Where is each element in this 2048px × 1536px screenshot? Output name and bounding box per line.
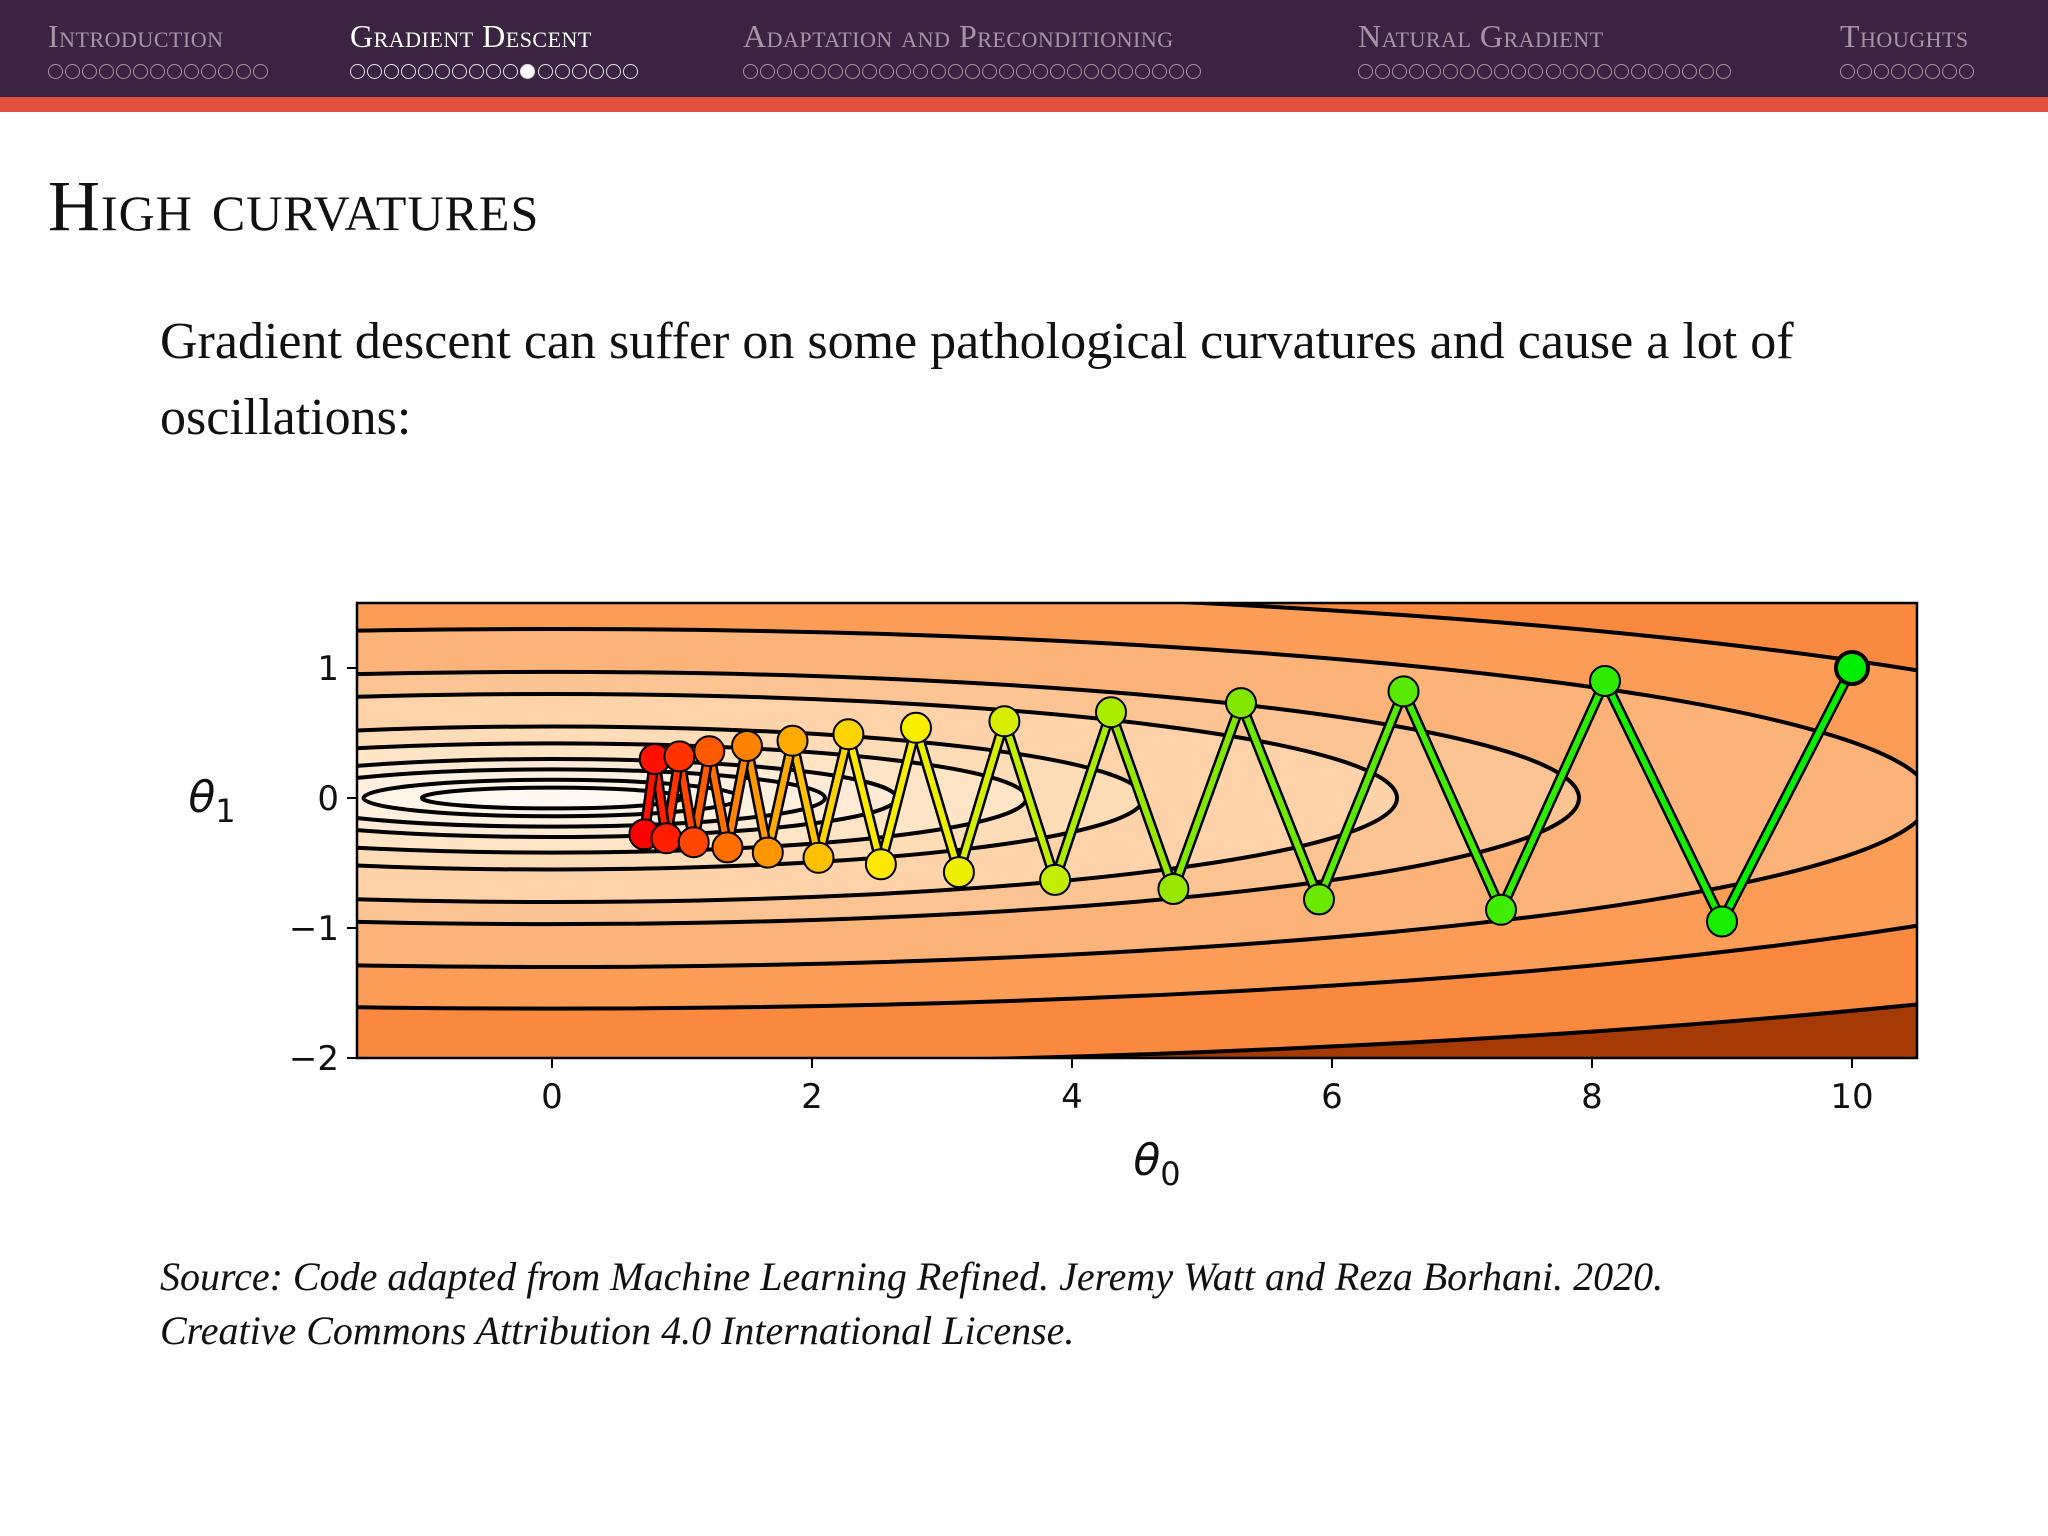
descent-step-point — [804, 843, 834, 873]
nav-section-label[interactable]: Adaptation and Preconditioning — [743, 18, 1174, 54]
nav-slide-dot[interactable] — [520, 64, 535, 79]
descent-step-point — [1590, 666, 1620, 696]
nav-slide-dot[interactable] — [1665, 64, 1680, 79]
descent-step-point — [679, 827, 709, 857]
nav-slide-dot[interactable] — [236, 64, 251, 79]
nav-slide-dot[interactable] — [589, 64, 604, 79]
nav-slide-dot[interactable] — [811, 64, 826, 79]
nav-slide-dot[interactable] — [350, 64, 365, 79]
nav-slide-dot[interactable] — [1477, 64, 1492, 79]
descent-step-point — [753, 838, 783, 868]
nav-slide-dot[interactable] — [401, 64, 416, 79]
nav-slide-dot[interactable] — [1614, 64, 1629, 79]
nav-slide-dot[interactable] — [1942, 64, 1957, 79]
descent-step-point — [1707, 907, 1737, 937]
nav-slide-dot[interactable] — [1874, 64, 1889, 79]
nav-slide-dot[interactable] — [623, 64, 638, 79]
nav-slide-dot[interactable] — [1716, 64, 1731, 79]
nav-slide-dot[interactable] — [486, 64, 501, 79]
y-tick-label: 1 — [317, 649, 339, 689]
nav-section-natural-gradient[interactable] — [1358, 20, 1733, 86]
nav-slide-dot[interactable] — [48, 64, 63, 79]
descent-step-point — [1040, 865, 1070, 895]
nav-slide-dot[interactable] — [1375, 64, 1390, 79]
nav-slide-dot[interactable] — [1426, 64, 1441, 79]
slide-body-text: Gradient descent can suffer on some pathological curvatures and cause a lot of oscillations: — [160, 313, 1794, 446]
nav-slide-dot[interactable] — [1169, 64, 1184, 79]
descent-step-point — [1486, 895, 1516, 925]
nav-slide-dot[interactable] — [828, 64, 843, 79]
nav-section-label[interactable]: Introduction — [48, 18, 224, 54]
descent-step-point — [694, 736, 724, 766]
nav-slide-dot[interactable] — [435, 64, 450, 79]
nav-slide-dot[interactable] — [879, 64, 894, 79]
x-tick-label: 6 — [1321, 1077, 1343, 1117]
nav-slide-dot[interactable] — [999, 64, 1014, 79]
nav-progress-dots[interactable] — [1358, 64, 1733, 86]
nav-slide-dot[interactable] — [1460, 64, 1475, 79]
nav-slide-dot[interactable] — [1186, 64, 1201, 79]
nav-slide-dot[interactable] — [1050, 64, 1065, 79]
nav-slide-dot[interactable] — [1409, 64, 1424, 79]
nav-slide-dot[interactable] — [503, 64, 518, 79]
nav-slide-dot[interactable] — [1358, 64, 1373, 79]
nav-section-label[interactable]: Thoughts — [1840, 18, 1969, 54]
nav-progress-dots[interactable] — [1840, 64, 1976, 86]
descent-step-point — [1389, 676, 1419, 706]
y-tick-label: −2 — [288, 1039, 339, 1079]
nav-slide-dot[interactable] — [65, 64, 80, 79]
descent-step-point — [651, 823, 681, 853]
nav-slide-dot[interactable] — [1908, 64, 1923, 79]
nav-slide-dot[interactable] — [133, 64, 148, 79]
nav-slide-dot[interactable] — [1563, 64, 1578, 79]
nav-slide-dot[interactable] — [965, 64, 980, 79]
nav-slide-dot[interactable] — [1959, 64, 1974, 79]
nav-section-adaptation[interactable] — [743, 20, 1203, 86]
nav-section-gradient-descent[interactable] — [350, 20, 640, 86]
nav-slide-dot[interactable] — [1392, 64, 1407, 79]
nav-slide-dot[interactable] — [1016, 64, 1031, 79]
nav-slide-dot[interactable] — [167, 64, 182, 79]
nav-slide-dot[interactable] — [99, 64, 114, 79]
x-tick-label: 8 — [1581, 1077, 1603, 1117]
nav-slide-dot[interactable] — [1101, 64, 1116, 79]
nav-slide-dot[interactable] — [913, 64, 928, 79]
nav-slide-dot[interactable] — [555, 64, 570, 79]
y-axis-label: $\theta_1$ — [188, 772, 236, 830]
source-citation: Source: Code adapted from Machine Learning Refined. Jeremy Watt and Reza Borhani. 2020. — [160, 1254, 1664, 1299]
nav-slide-dot[interactable] — [777, 64, 792, 79]
nav-slide-dot[interactable] — [1135, 64, 1150, 79]
nav-slide-dot[interactable] — [896, 64, 911, 79]
nav-slide-dot[interactable] — [1152, 64, 1167, 79]
nav-progress-dots[interactable] — [743, 64, 1203, 86]
nav-slide-dot[interactable] — [150, 64, 165, 79]
nav-slide-dot[interactable] — [82, 64, 97, 79]
nav-section-introduction[interactable] — [48, 20, 270, 86]
nav-slide-dot[interactable] — [1067, 64, 1082, 79]
nav-slide-dot[interactable] — [201, 64, 216, 79]
nav-slide-dot[interactable] — [1084, 64, 1099, 79]
nav-slide-dot[interactable] — [845, 64, 860, 79]
descent-step-point — [664, 741, 694, 771]
nav-slide-dot[interactable] — [1546, 64, 1561, 79]
nav-slide-dot[interactable] — [1631, 64, 1646, 79]
descent-step-point — [1158, 874, 1188, 904]
slide-title: High curvatures — [48, 166, 540, 246]
navigation-bar — [0, 0, 2048, 97]
nav-slide-dot[interactable] — [452, 64, 467, 79]
x-tick-label: 2 — [801, 1077, 823, 1117]
nav-slide-dot[interactable] — [572, 64, 587, 79]
x-tick-label: 0 — [541, 1077, 563, 1117]
nav-slide-dot[interactable] — [1925, 64, 1940, 79]
nav-slide-dot[interactable] — [1597, 64, 1612, 79]
y-tick-label: −1 — [288, 909, 339, 949]
nav-slide-dot[interactable] — [982, 64, 997, 79]
nav-slide-dot[interactable] — [538, 64, 553, 79]
descent-step-point — [713, 832, 743, 862]
nav-slide-dot[interactable] — [1118, 64, 1133, 79]
nav-slide-dot[interactable] — [1580, 64, 1595, 79]
nav-slide-dot[interactable] — [1648, 64, 1663, 79]
descent-step-point — [1304, 884, 1334, 914]
nav-slide-dot[interactable] — [1033, 64, 1048, 79]
nav-slide-dot[interactable] — [743, 64, 758, 79]
nav-slide-dot[interactable] — [1443, 64, 1458, 79]
nav-slide-dot[interactable] — [760, 64, 775, 79]
descent-step-point — [989, 706, 1019, 736]
nav-slide-dot[interactable] — [116, 64, 131, 79]
nav-slide-dot[interactable] — [1494, 64, 1509, 79]
descent-step-point — [732, 731, 762, 761]
nav-slide-dot[interactable] — [1840, 64, 1855, 79]
chart-svg — [160, 585, 1940, 1225]
nav-section-label[interactable]: Gradient Descent — [350, 18, 592, 54]
nav-section-thoughts[interactable] — [1840, 20, 1976, 86]
nav-slide-dot[interactable] — [948, 64, 963, 79]
nav-slide-dot[interactable] — [469, 64, 484, 79]
x-axis-label: $\theta_0$ — [1133, 1135, 1181, 1193]
nav-slide-dot[interactable] — [862, 64, 877, 79]
descent-step-point — [901, 713, 931, 743]
nav-slide-dot[interactable] — [367, 64, 382, 79]
nav-slide-dot[interactable] — [253, 64, 268, 79]
nav-slide-dot[interactable] — [794, 64, 809, 79]
y-tick-label: 0 — [317, 779, 339, 819]
nav-slide-dot[interactable] — [931, 64, 946, 79]
nav-slide-dot[interactable] — [218, 64, 233, 79]
descent-step-point — [1836, 652, 1868, 684]
nav-slide-dot[interactable] — [1682, 64, 1697, 79]
nav-slide-dot[interactable] — [1528, 64, 1543, 79]
nav-slide-dot[interactable] — [606, 64, 621, 79]
nav-slide-dot[interactable] — [1511, 64, 1526, 79]
nav-slide-dot[interactable] — [1699, 64, 1714, 79]
nav-slide-dot[interactable] — [1891, 64, 1906, 79]
nav-slide-dot[interactable] — [418, 64, 433, 79]
descent-step-point — [833, 719, 863, 749]
nav-slide-dot[interactable] — [184, 64, 199, 79]
nav-progress-dots[interactable] — [48, 64, 270, 86]
source-note — [160, 1250, 1920, 1358]
descent-step-point — [944, 857, 974, 887]
nav-slide-dot[interactable] — [1857, 64, 1872, 79]
descent-step-point — [866, 849, 896, 879]
accent-strip — [0, 97, 2048, 112]
nav-progress-dots[interactable] — [350, 64, 640, 86]
descent-step-point — [778, 726, 808, 756]
x-tick-label: 4 — [1061, 1077, 1083, 1117]
nav-section-label[interactable]: Natural Gradient — [1358, 18, 1604, 54]
contour-group — [160, 585, 1940, 1065]
descent-step-point — [1226, 688, 1256, 718]
source-license: Creative Commons Attribution 4.0 International License. — [160, 1308, 1075, 1353]
descent-step-point — [1096, 697, 1126, 727]
x-tick-label: 10 — [1830, 1077, 1874, 1117]
gradient-descent-contour-chart — [160, 585, 1940, 1225]
nav-slide-dot[interactable] — [384, 64, 399, 79]
